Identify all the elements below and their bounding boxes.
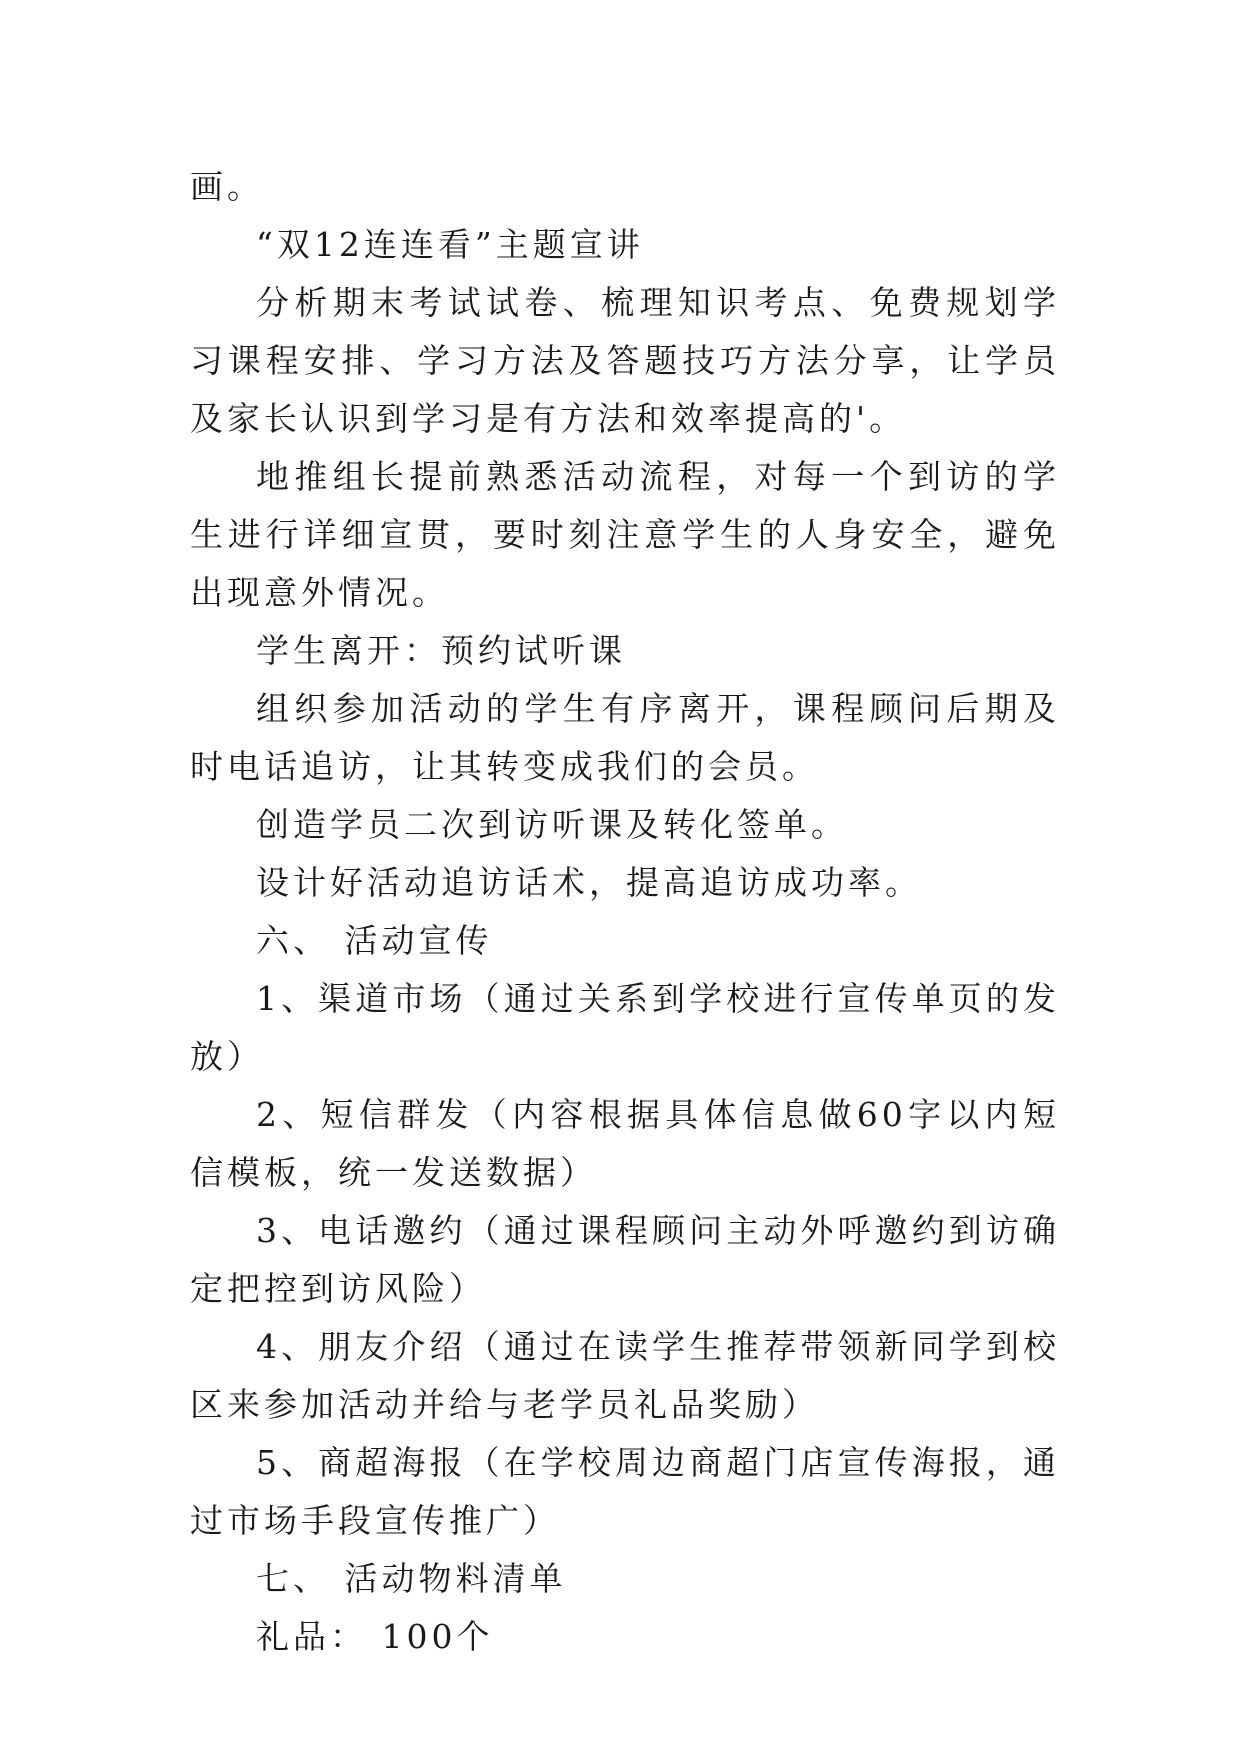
paragraph-group-leader: 地推组长提前熟悉活动流程，对每一个到访的学生进行详细宣贯，要时刻注意学生的人身安全，避免出现意外情况。 [190,457,1060,612]
paragraph-gifts: 礼品： 100个 [256,1617,494,1656]
paragraph-script-design: 设计好活动追访话术，提高追访成功率。 [256,863,922,902]
section-heading-promotion: 六、 活动宣传 [256,921,493,960]
section-heading-materials: 七、 活动物料清单 [256,1559,567,1598]
list-item-phone-invite: 3、电话邀约（通过课程顾问主动外呼邀约到访确定把控到访风险） [190,1211,1060,1308]
paragraph-topic-heading: “双12连连看”主题宣讲 [256,225,644,264]
paragraph-analysis: 分析期末考试试卷、梳理知识考点、免费规划学习课程安排、学习方法及答题技巧方法分享，让学员及家长认识到学习是有方法和效率提高的'。 [190,283,1060,438]
list-item-referral: 4、朋友介绍（通过在读学生推荐带领新同学到校区来参加活动并给与老学员礼品奖励） [190,1327,1060,1424]
paragraph-student-leave: 学生离开：预约试听课 [256,631,626,670]
paragraph-follow-up: 组织参加活动的学生有序离开，课程顾问后期及时电话追访，让其转变成我们的会员。 [190,689,1060,786]
list-item-channel-market: 1、渠道市场（通过关系到学校进行宣传单页的发放） [190,979,1060,1076]
document-body [190,158,1060,1666]
paragraph-continuation: 画。 [190,167,264,206]
list-item-sms: 2、短信群发（内容根据具体信息做60字以内短信模板，统一发送数据） [190,1095,1060,1192]
paragraph-second-visit: 创造学员二次到访听课及转化签单。 [256,805,848,844]
list-item-poster: 5、商超海报（在学校周边商超门店宣传海报，通过市场手段宣传推广） [190,1443,1060,1540]
